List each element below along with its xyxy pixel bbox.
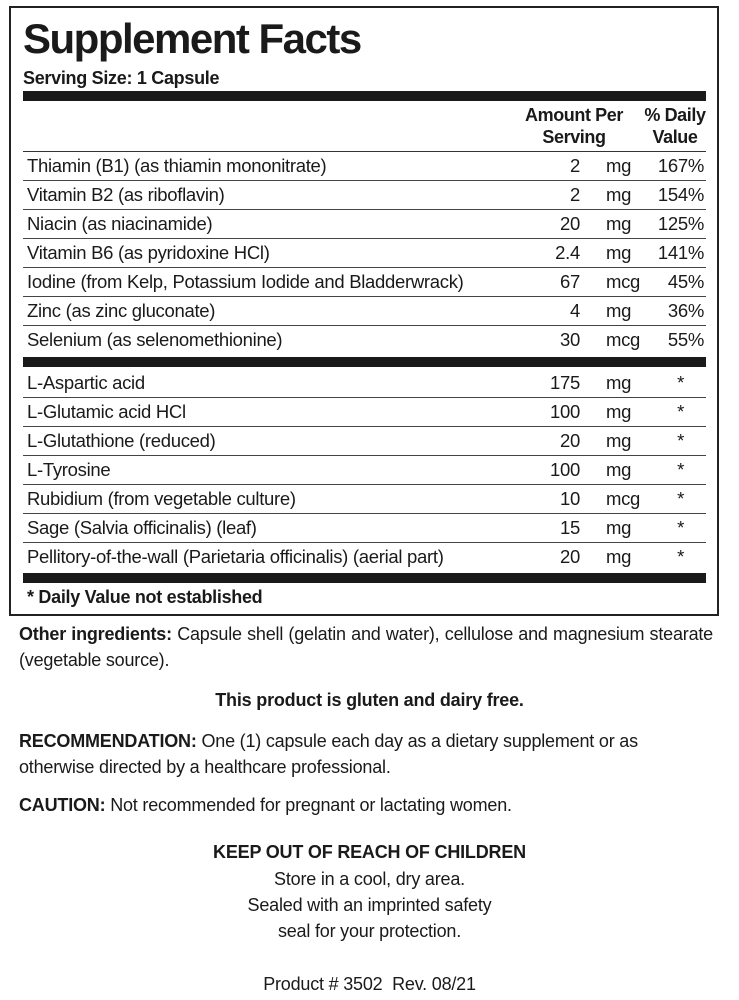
nutrient-daily-value: * [677,430,684,451]
nutrient-amount: 100 [550,401,580,422]
caution-label: CAUTION: [19,795,106,815]
nutrient-daily-value: * [677,372,684,393]
nutrient-daily-value: * [677,401,684,422]
daily-value-footnote: * Daily Value not established [27,587,263,607]
nutrient-daily-value: * [677,459,684,480]
nutrient-row [23,543,706,572]
nutrient-name: Pellitory-of-the-wall (Parietaria officinalis) (aerial part) [27,546,444,567]
nutrient-name: Rubidium (from vegetable culture) [27,488,296,509]
nutrient-name: Selenium (as selenomethionine) [27,329,283,350]
nutrient-daily-value: * [677,546,684,567]
other-ingredients [19,621,713,673]
nutrient-amount: 10 [560,488,580,509]
nutrient-name: Vitamin B2 (as riboflavin) [27,184,225,205]
nutrient-row [23,427,706,456]
nutrient-name: Iodine (from Kelp, Potassium Iodide and Bladderwrack) [27,271,464,292]
nutrient-row [23,268,706,297]
nutrient-name: Sage (Salvia officinalis) (leaf) [27,517,257,538]
nutrient-unit: mg [606,546,632,567]
thick-divider-bottom [23,573,706,583]
nutrient-row [23,152,706,181]
nutrient-unit: mg [606,401,632,422]
nutrient-unit: mg [606,517,632,538]
nutrient-name: L-Tyrosine [27,459,111,480]
nutrient-unit: mg [606,459,632,480]
nutrient-unit: mcg [606,488,641,509]
nutrient-unit: mg [606,242,632,263]
nutrient-daily-value: 154% [657,184,704,205]
keep-out-of-reach-warning: KEEP OUT OF REACH OF CHILDREN [213,842,526,862]
nutrient-rows-group2 [23,369,706,572]
nutrient-daily-value: 45% [667,271,704,292]
nutrient-amount: 30 [560,329,580,350]
recommendation [19,728,713,780]
nutrient-name: Vitamin B6 (as pyridoxine HCl) [27,242,270,263]
thick-divider-middle [23,357,706,367]
nutrient-row [23,210,706,239]
nutrient-name: L-Glutathione (reduced) [27,430,216,451]
nutrient-amount: 100 [550,459,580,480]
nutrient-daily-value: 167% [657,155,704,176]
nutrient-amount: 20 [560,213,580,234]
nutrient-amount: 20 [560,430,580,451]
nutrient-name: Niacin (as niacinamide) [27,213,213,234]
nutrient-name: L-Glutamic acid HCl [27,401,186,422]
header-amount-per-serving [519,104,629,148]
thick-divider-top [23,91,706,101]
nutrient-row [23,369,706,398]
storage-line-1: Store in a cool, dry area. [274,869,465,889]
nutrient-row [23,485,706,514]
nutrient-row [23,181,706,210]
nutrient-row [23,398,706,427]
nutrient-unit: mcg [606,329,641,350]
nutrient-name: L-Aspartic acid [27,372,145,393]
nutrient-unit: mg [606,372,632,393]
caution-text: Not recommended for pregnant or lactating women. [105,795,512,815]
nutrient-row [23,514,706,543]
nutrient-unit: mg [606,213,632,234]
nutrient-row [23,297,706,326]
nutrient-amount: 175 [550,372,580,393]
nutrient-daily-value: * [677,488,684,509]
nutrient-daily-value: * [677,517,684,538]
nutrient-amount: 67 [560,271,580,292]
nutrient-amount: 2 [570,184,580,205]
other-ingredients-text: Capsule shell (gelatin and water), cellulose and magnesium stearate (vegetable source). [19,624,713,670]
nutrient-row [23,456,706,485]
header-amount-line1: Amount Per [524,105,623,125]
nutrient-amount: 2.4 [555,242,580,263]
nutrient-row [23,239,706,268]
header-dv-line1: % Daily [644,105,706,125]
nutrient-unit: mcg [606,271,641,292]
header-amount-line2: Serving [542,127,606,147]
nutrient-daily-value: 125% [657,213,704,234]
nutrient-unit: mg [606,184,632,205]
recommendation-label: RECOMMENDATION: [19,731,197,751]
nutrient-unit: mg [606,155,632,176]
nutrient-daily-value: 55% [667,329,704,350]
header-dv-line2: Value [652,127,698,147]
nutrient-unit: mg [606,430,632,451]
supplement-facts-panel [9,6,719,616]
gluten-dairy-free-statement: This product is gluten and dairy free. [215,690,524,710]
nutrient-unit: mg [606,300,632,321]
nutrient-row [23,326,706,355]
recommendation-text: One (1) capsule each day as a dietary supplement or as otherwise directed by a healthcare professional. [19,731,638,777]
nutrient-rows-group1 [23,152,706,355]
product-number: Product # 3502 Rev. 08/21 [263,974,476,994]
nutrient-name: Zinc (as zinc gluconate) [27,300,216,321]
facts-title: Supplement Facts [23,15,361,62]
storage-line-3: seal for your protection. [277,921,462,941]
nutrient-amount: 2 [570,155,580,176]
nutrient-amount: 20 [560,546,580,567]
other-ingredients-label: Other ingredients: [19,624,172,644]
caution [19,792,713,818]
nutrient-daily-value: 141% [657,242,704,263]
serving-size: Serving Size: 1 Capsule [23,68,220,88]
storage-line-2: Sealed with an imprinted safety [247,895,492,915]
nutrient-amount: 4 [570,300,580,321]
nutrient-amount: 15 [560,517,580,538]
nutrient-name: Thiamin (B1) (as thiamin mononitrate) [27,155,327,176]
nutrient-daily-value: 36% [667,300,704,321]
header-daily-value [639,104,711,148]
